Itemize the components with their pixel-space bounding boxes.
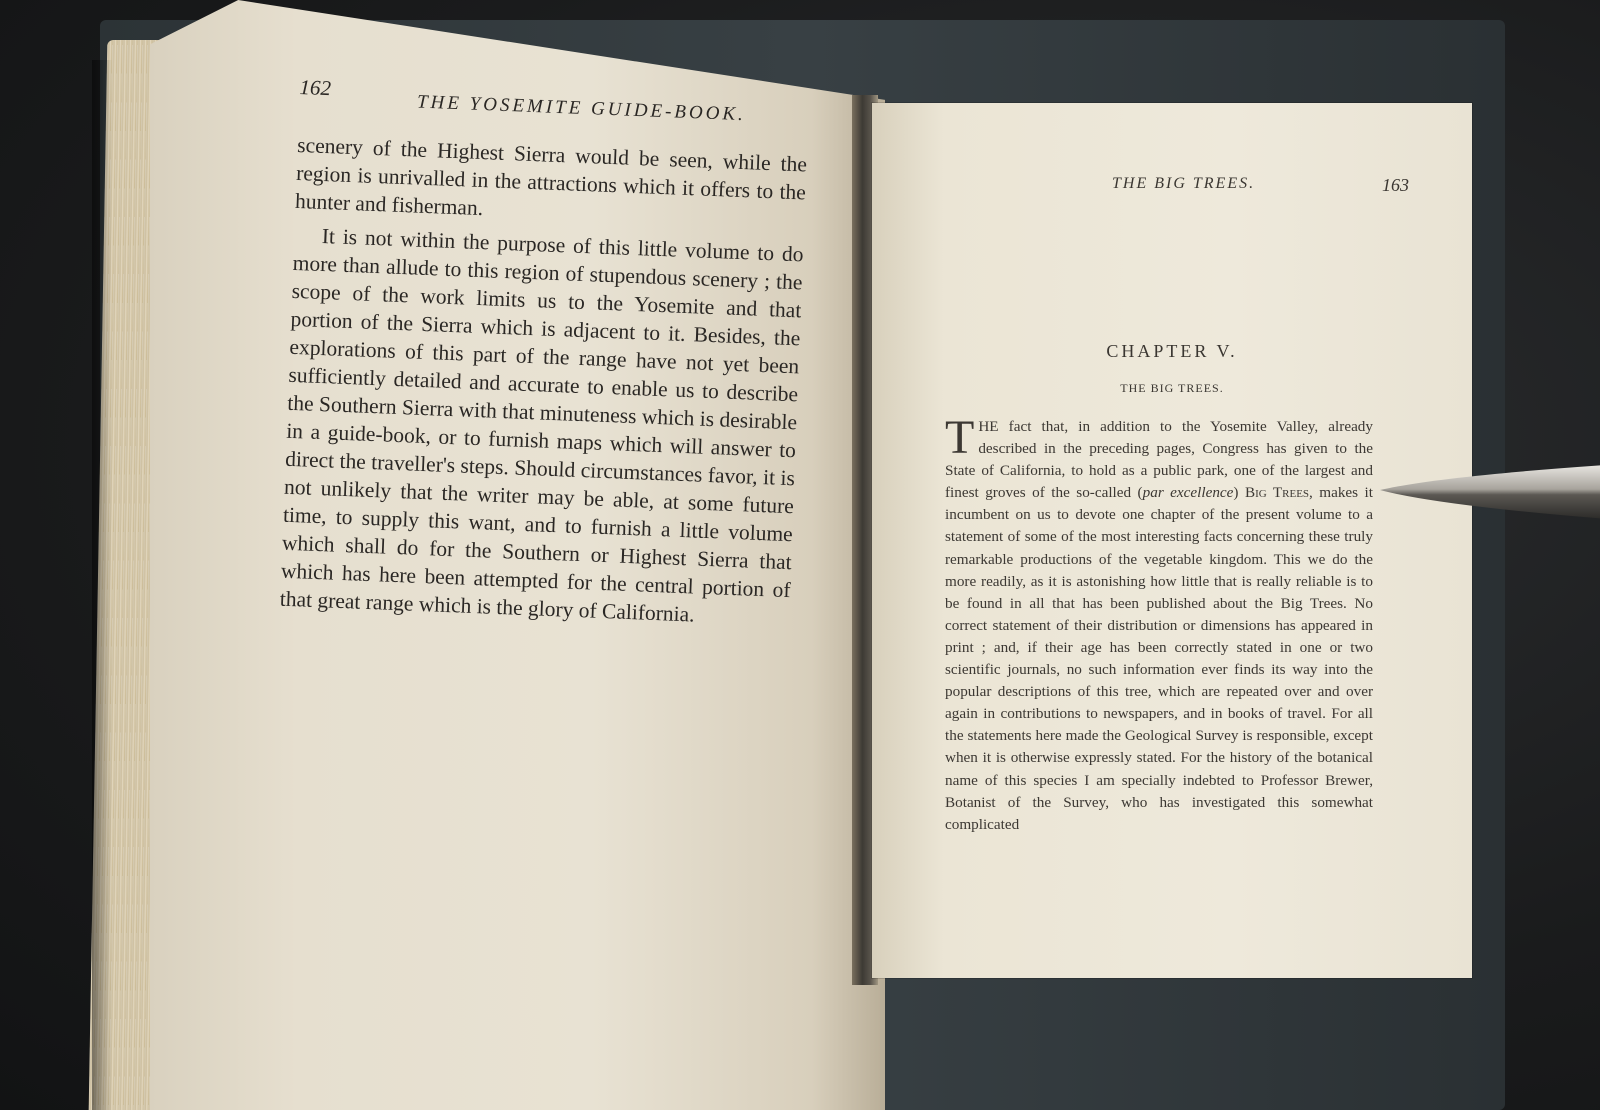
right-body [945, 411, 1373, 836]
left-paragraph-1: scenery of the Highest Sierra would be seen, while the region is unrivalled in the attractions which it offers to the hunter and fisherman. [294, 132, 808, 221]
chapter-subhead: THE BIG TREES. [1120, 381, 1224, 395]
blade-shape [1380, 464, 1600, 520]
letter-opener [1380, 462, 1600, 522]
right-text-2: ) [1233, 484, 1245, 502]
right-text-1: HE fact that, in addition to the Yosemite Valley, already described in the preceding pages, Congress has given to the State of California, to hold as a public park, one of the largest and finest groves of the so-called ( [945, 418, 1373, 502]
right-page-number: 163 [1382, 175, 1409, 195]
right-paragraph [945, 411, 1373, 836]
left-paragraph-2: It is not within the purpose of this little volume to do more than allude to this region of stupendous scenery ; the scope of the work limits us to the Yosemite and that portion of the Sierra which is adjacent to it. Besides, the explorations of this part of the range have not yet been sufficiently detailed and accurate to enable us to describe the Southern Sierra with that minuteness which is desirable in a guide-book, or to furnish maps which will answer to direct the traveller's steps. Should circumstances favor, it is not unlikely that the writer may be able, at some future time, to supply this want, and to furnish a little volume which shall do for the Southern or Highest Sierra that which has here been attempted for the central portion of that great range which is the glory of California. [279, 223, 804, 627]
right-page [872, 103, 1472, 978]
right-running-head: THE BIG TREES. [1112, 175, 1256, 192]
left-page-number: 162 [299, 75, 332, 101]
chapter-heading: CHAPTER V. [1106, 341, 1238, 361]
drop-cap: T [945, 411, 975, 464]
page-edge-shadow [92, 60, 112, 1110]
left-running-head: THE YOSEMITE GUIDE-BOOK. [416, 91, 747, 126]
right-text-italic: par excellence [1142, 484, 1234, 502]
right-text-small-caps: Big Trees [1244, 484, 1310, 502]
left-body [279, 131, 807, 632]
right-text-3: , makes it incumbent on us to devote one chapter of the present volume to a statement of some of the most interesting facts concerning these truly remarkable productions of the vegetable kingdom. This we do the more readily, as it is astonishing how little that is really reliable is to be found in all that has been published about the Big Trees. No correct statement of their distribution or dimensions has appeared in print ; and, if their age has been correctly stated in one or two scientific journals, no such information ever finds its way into the popular descriptions of this tree, which are repeated over and over again in contributions to newspapers, and in books of travel. For all the statements here made the Geological Survey is responsible, except when it is otherwise expressly stated. For the history of the botanical name of this species I am specially indebted to Professor Brewer, Botanist of the Survey, who has investigated this somewhat complicated [945, 484, 1373, 833]
